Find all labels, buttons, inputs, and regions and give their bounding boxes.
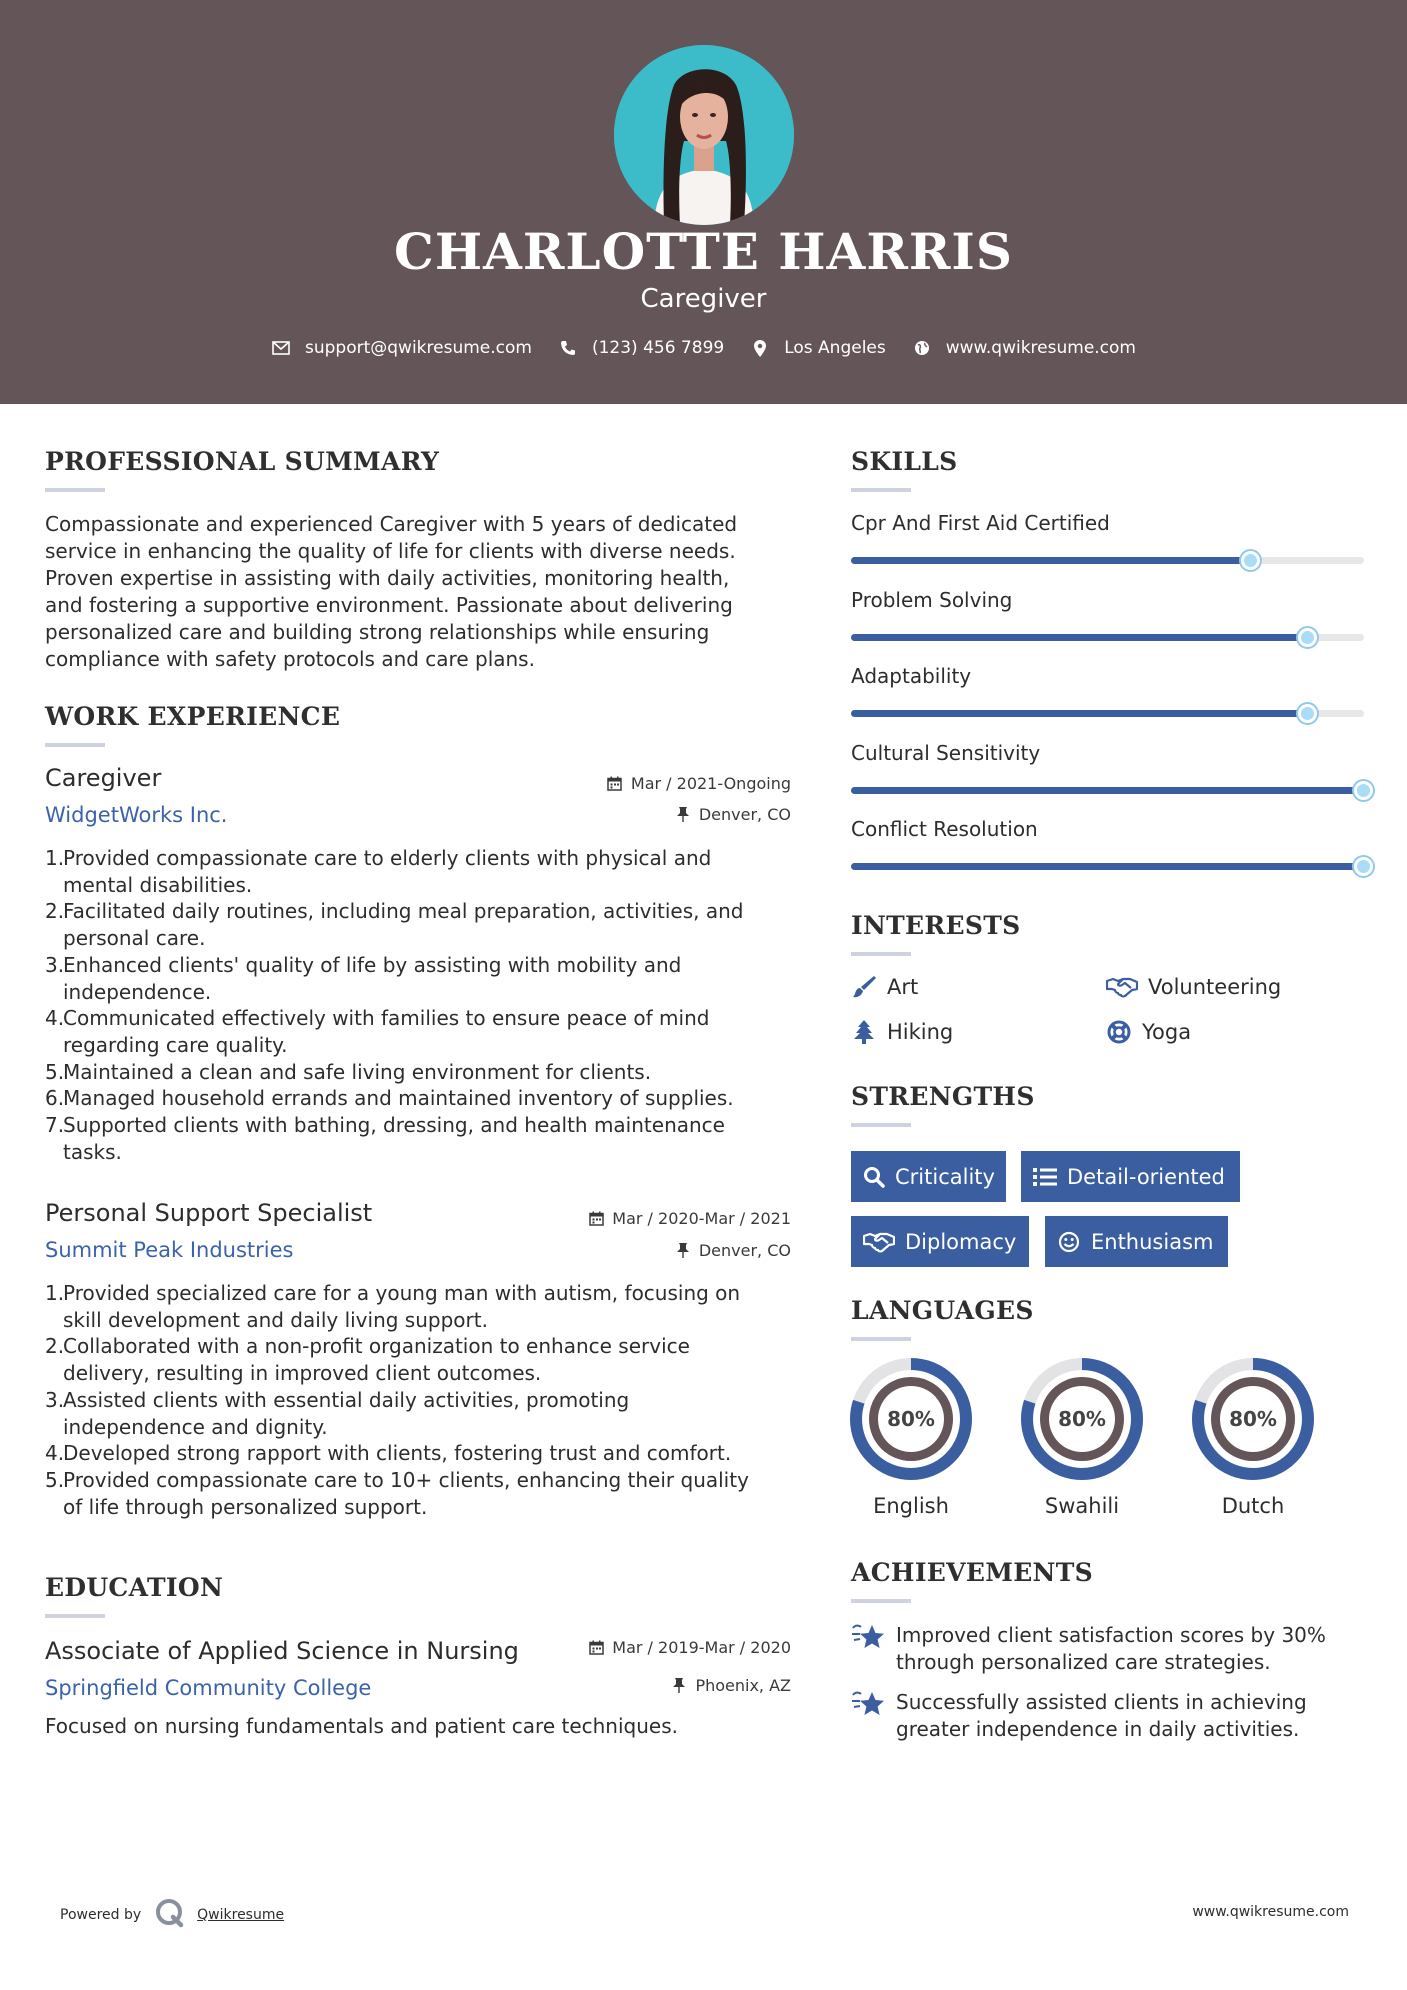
skill-bar-handle: [1298, 628, 1317, 647]
skill-label: Conflict Resolution: [851, 817, 1038, 841]
skill-label: Problem Solving: [851, 587, 1013, 612]
item-text: Developed strong rapport with clients, fostering trust and comfort.: [63, 1441, 732, 1466]
footer-website[interactable]: www.qwikresume.com: [1192, 1904, 1349, 1920]
job-duties-list: [45, 1280, 795, 1520]
item-line: Assisted clients with essential daily activities, promoting: [63, 1387, 630, 1412]
education-date-text: Mar / 2019-Mar / 2020: [612, 1638, 791, 1657]
summary-line: Proven expertise in assisting with daily activities, monitoring health,: [45, 566, 730, 590]
summary-line: compliance with safety protocols and care plans.: [45, 647, 535, 671]
summary-line: service in enhancing the quality of life for clients with diverse needs.: [45, 539, 736, 563]
section-divider: [851, 952, 911, 956]
education-description: Focused on nursing fundamentals and patient care techniques.: [45, 1714, 678, 1738]
interest-yoga: [1106, 1019, 1191, 1045]
achievement-line: Improved client satisfaction scores by 30%: [896, 1623, 1326, 1647]
language-name: Swahili: [1044, 1494, 1120, 1518]
strength-enthusiasm: [1045, 1216, 1228, 1267]
job-duties-list: [45, 845, 795, 1165]
section-divider: [851, 1337, 911, 1341]
item-text: [63, 1280, 795, 1333]
strength-detail-oriented: [1021, 1151, 1240, 1202]
item-line: mental disabilities.: [63, 872, 253, 897]
skill-label: Cultural Sensitivity: [851, 740, 1041, 765]
item-text: [63, 845, 795, 898]
section-divider: [45, 1614, 105, 1618]
resume-header: [0, 0, 1407, 404]
skill-bar-fill: [851, 787, 1364, 794]
skill-bar-handle: [1354, 857, 1373, 876]
education-location-text: Phoenix, AZ: [695, 1676, 791, 1695]
list-item: [45, 898, 795, 951]
interest-hiking: [851, 1019, 953, 1045]
qwikresume-link[interactable]: Qwikresume: [197, 1907, 285, 1923]
list-item: [45, 1085, 795, 1112]
job-title: Caregiver: [45, 764, 162, 792]
item-text: Maintained a clean and safe living environment for clients.: [63, 1059, 652, 1084]
star-badge-icon: [851, 1689, 885, 1719]
search-icon: [863, 1165, 885, 1189]
map-marker-icon: [750, 338, 770, 358]
item-text: [63, 1387, 795, 1440]
summary-line: and fostering a supportive environment. Passionate about delivering: [45, 593, 733, 617]
item-text: [63, 952, 795, 1005]
strength-label: Detail-oriented: [1067, 1164, 1225, 1189]
list-icon: [1033, 1165, 1057, 1189]
smile-icon: [1057, 1230, 1081, 1254]
skill-label: Cpr And First Aid Certified: [851, 511, 1110, 535]
phone-icon: [558, 338, 578, 358]
achievement-item: [851, 1689, 1371, 1743]
item-line: Enhanced clients' quality of life by assisting with mobility and: [63, 952, 682, 977]
pushpin-icon: [675, 807, 691, 823]
contact-phone[interactable]: [558, 338, 724, 358]
strength-label: Criticality: [895, 1164, 995, 1189]
list-item: [45, 1005, 795, 1058]
contact-email[interactable]: [271, 338, 532, 358]
list-item: [45, 1467, 795, 1520]
achievement-text: [896, 1622, 1326, 1676]
skill-bar-fill: [851, 710, 1308, 717]
profile-photo: [614, 45, 794, 225]
item-number: 6.: [45, 1086, 65, 1111]
language-percent: 80%: [887, 1407, 935, 1431]
contact-bar: [0, 338, 1407, 358]
list-item: [45, 1280, 795, 1333]
section-divider: [851, 488, 911, 492]
section-divider: [45, 743, 105, 747]
phone-text: (123) 456 7899: [591, 338, 725, 358]
globe-icon: [912, 338, 932, 358]
item-text: [63, 1467, 795, 1520]
job-location: [675, 805, 791, 824]
skill-bar-handle: [1241, 551, 1260, 570]
strength-diplomacy: [851, 1216, 1029, 1267]
education-date: [588, 1638, 791, 1657]
language-item: [850, 1358, 972, 1518]
item-line: Collaborated with a non-profit organization to enhance service: [63, 1334, 690, 1359]
calendar-icon: [588, 1640, 604, 1656]
section-divider: [45, 488, 105, 492]
skill-bar: [851, 863, 1364, 870]
footer-branding: [60, 1898, 284, 1932]
interest-volunteering: [1106, 974, 1281, 1000]
achievement-text: [896, 1689, 1307, 1743]
list-item: [45, 1059, 795, 1086]
job-date: [588, 1209, 791, 1228]
list-item: [45, 1112, 795, 1165]
candidate-name: CHARLOTTE HARRIS: [394, 222, 1013, 281]
skills-heading: SKILLS: [851, 447, 958, 476]
item-line: Provided specialized care for a young man with autism, focusing on: [63, 1281, 741, 1305]
contact-website[interactable]: [912, 338, 1136, 358]
item-number: 1.: [45, 1281, 65, 1305]
handshake-icon: [863, 1230, 895, 1254]
item-line: Supported clients with bathing, dressing, and health maintenance: [63, 1113, 725, 1138]
language-ring: [1021, 1358, 1143, 1480]
item-line: personal care.: [63, 926, 206, 951]
paintbrush-icon: [851, 974, 877, 1000]
degree-title: Associate of Applied Science in Nursing: [45, 1637, 519, 1665]
list-item: [45, 845, 795, 898]
interests-heading: INTERESTS: [851, 911, 1021, 940]
item-line: regarding care quality.: [63, 1032, 288, 1057]
envelope-icon: [271, 338, 291, 358]
item-line: of life through personalized support.: [63, 1494, 428, 1519]
strengths-heading: STRENGTHS: [851, 1082, 1035, 1111]
section-divider: [851, 1599, 911, 1603]
job-location: [675, 1241, 791, 1260]
skill-label: Adaptability: [851, 664, 972, 688]
skill-bar: [851, 557, 1364, 564]
interest-label: Art: [887, 975, 919, 999]
school-name: Springfield Community College: [45, 1676, 372, 1700]
item-text: Managed household errands and maintained inventory of supplies.: [63, 1086, 734, 1111]
item-number: 3.: [45, 952, 65, 977]
strength-criticality: [851, 1151, 1006, 1202]
item-text: [63, 1333, 795, 1386]
education-location: [671, 1676, 791, 1695]
calendar-icon: [607, 776, 623, 792]
job-title: Personal Support Specialist: [45, 1199, 373, 1227]
item-line: independence and dignity.: [63, 1414, 328, 1439]
experience-heading: WORK EXPERIENCE: [45, 702, 341, 731]
email-text: support@qwikresume.com: [305, 338, 532, 358]
item-number: 5.: [45, 1467, 65, 1492]
website-text: www.qwikresume.com: [945, 338, 1136, 358]
person-portrait-icon: [614, 45, 794, 225]
achievement-line: Successfully assisted clients in achieving: [896, 1690, 1307, 1714]
section-divider: [851, 1123, 911, 1127]
language-item: [1192, 1358, 1314, 1518]
language-name: English: [873, 1494, 949, 1518]
language-name: Dutch: [1221, 1494, 1285, 1518]
achievement-item: [851, 1622, 1371, 1676]
language-percent: 80%: [1229, 1407, 1277, 1431]
strength-label: Diplomacy: [905, 1229, 1017, 1254]
location-text: Los Angeles: [784, 338, 886, 358]
list-item: [45, 1333, 795, 1386]
item-number: 7.: [45, 1113, 65, 1138]
handshake-icon: [1106, 974, 1138, 1000]
item-line: Provided compassionate care to 10+ clients, enhancing their quality: [63, 1467, 749, 1492]
item-number: 3.: [45, 1387, 65, 1412]
item-line: Communicated effectively with families to ensure peace of mind: [63, 1006, 710, 1031]
education-heading: EDUCATION: [45, 1573, 224, 1602]
achievements-heading: ACHIEVEMENTS: [851, 1558, 1093, 1587]
company-name: Summit Peak Industries: [45, 1238, 294, 1262]
item-number: 4.: [45, 1006, 65, 1031]
skill-bar: [851, 787, 1364, 794]
pushpin-icon: [671, 1678, 687, 1694]
item-line: skill development and daily living support.: [63, 1307, 488, 1332]
item-text: [63, 898, 795, 951]
language-percent: 80%: [1058, 1407, 1106, 1431]
star-badge-icon: [851, 1622, 885, 1652]
skill-bar-fill: [851, 634, 1308, 641]
job-date-text: Mar / 2020-Mar / 2021: [612, 1209, 791, 1228]
languages-heading: LANGUAGES: [851, 1296, 1034, 1325]
strength-label: Enthusiasm: [1091, 1229, 1214, 1254]
item-line: Provided compassionate care to elderly clients with physical and: [63, 846, 712, 870]
tree-icon: [851, 1019, 877, 1045]
company-name: WidgetWorks Inc.: [45, 803, 228, 827]
item-number: 4.: [45, 1441, 65, 1466]
job-location-text: Denver, CO: [698, 805, 791, 824]
job-date: [607, 774, 791, 793]
summary-heading: PROFESSIONAL SUMMARY: [45, 447, 440, 476]
skill-bar-fill: [851, 863, 1364, 870]
item-number: 1.: [45, 846, 65, 870]
interest-label: Volunteering: [1148, 975, 1282, 999]
achievement-line: through personalized care strategies.: [896, 1650, 1271, 1674]
list-item: [45, 1387, 795, 1440]
skill-bar: [851, 634, 1364, 641]
summary-line: personalized care and building strong relationships while ensuring: [45, 620, 710, 644]
interest-art: [851, 974, 918, 1000]
skill-bar-handle: [1354, 781, 1373, 800]
item-text: [63, 1005, 795, 1058]
skill-bar: [851, 710, 1364, 717]
interest-label: Yoga: [1142, 1020, 1192, 1044]
job-date-text: Mar / 2021-Ongoing: [630, 774, 791, 793]
skill-bar-fill: [851, 557, 1251, 564]
item-number: 2.: [45, 1334, 65, 1359]
skill-bar-handle: [1298, 704, 1317, 723]
summary-line: Compassionate and experienced Caregiver with 5 years of dedicated: [45, 512, 738, 536]
language-ring: [1192, 1358, 1314, 1480]
job-location-text: Denver, CO: [698, 1241, 791, 1260]
language-ring: [850, 1358, 972, 1480]
item-line: delivery, resulting in improved client outcomes.: [63, 1361, 542, 1386]
item-line: independence.: [63, 979, 212, 1004]
language-item: [1021, 1358, 1143, 1518]
interest-label: Hiking: [887, 1020, 954, 1044]
list-item: [45, 952, 795, 1005]
item-text: [63, 1112, 795, 1165]
pushpin-icon: [675, 1243, 691, 1259]
item-line: tasks.: [63, 1139, 122, 1164]
contact-location: [750, 338, 886, 358]
candidate-title: Caregiver: [640, 284, 767, 314]
achievement-line: greater independence in daily activities.: [896, 1717, 1300, 1741]
life-ring-icon: [1106, 1019, 1132, 1045]
qwikresume-logo-icon: [155, 1898, 185, 1932]
list-item: [45, 1440, 795, 1467]
summary-text: [45, 511, 785, 673]
item-number: 5.: [45, 1059, 65, 1084]
item-line: Facilitated daily routines, including meal preparation, activities, and: [63, 899, 744, 924]
item-number: 2.: [45, 899, 65, 924]
powered-by-label: Powered by: [60, 1907, 142, 1923]
calendar-icon: [588, 1211, 604, 1227]
